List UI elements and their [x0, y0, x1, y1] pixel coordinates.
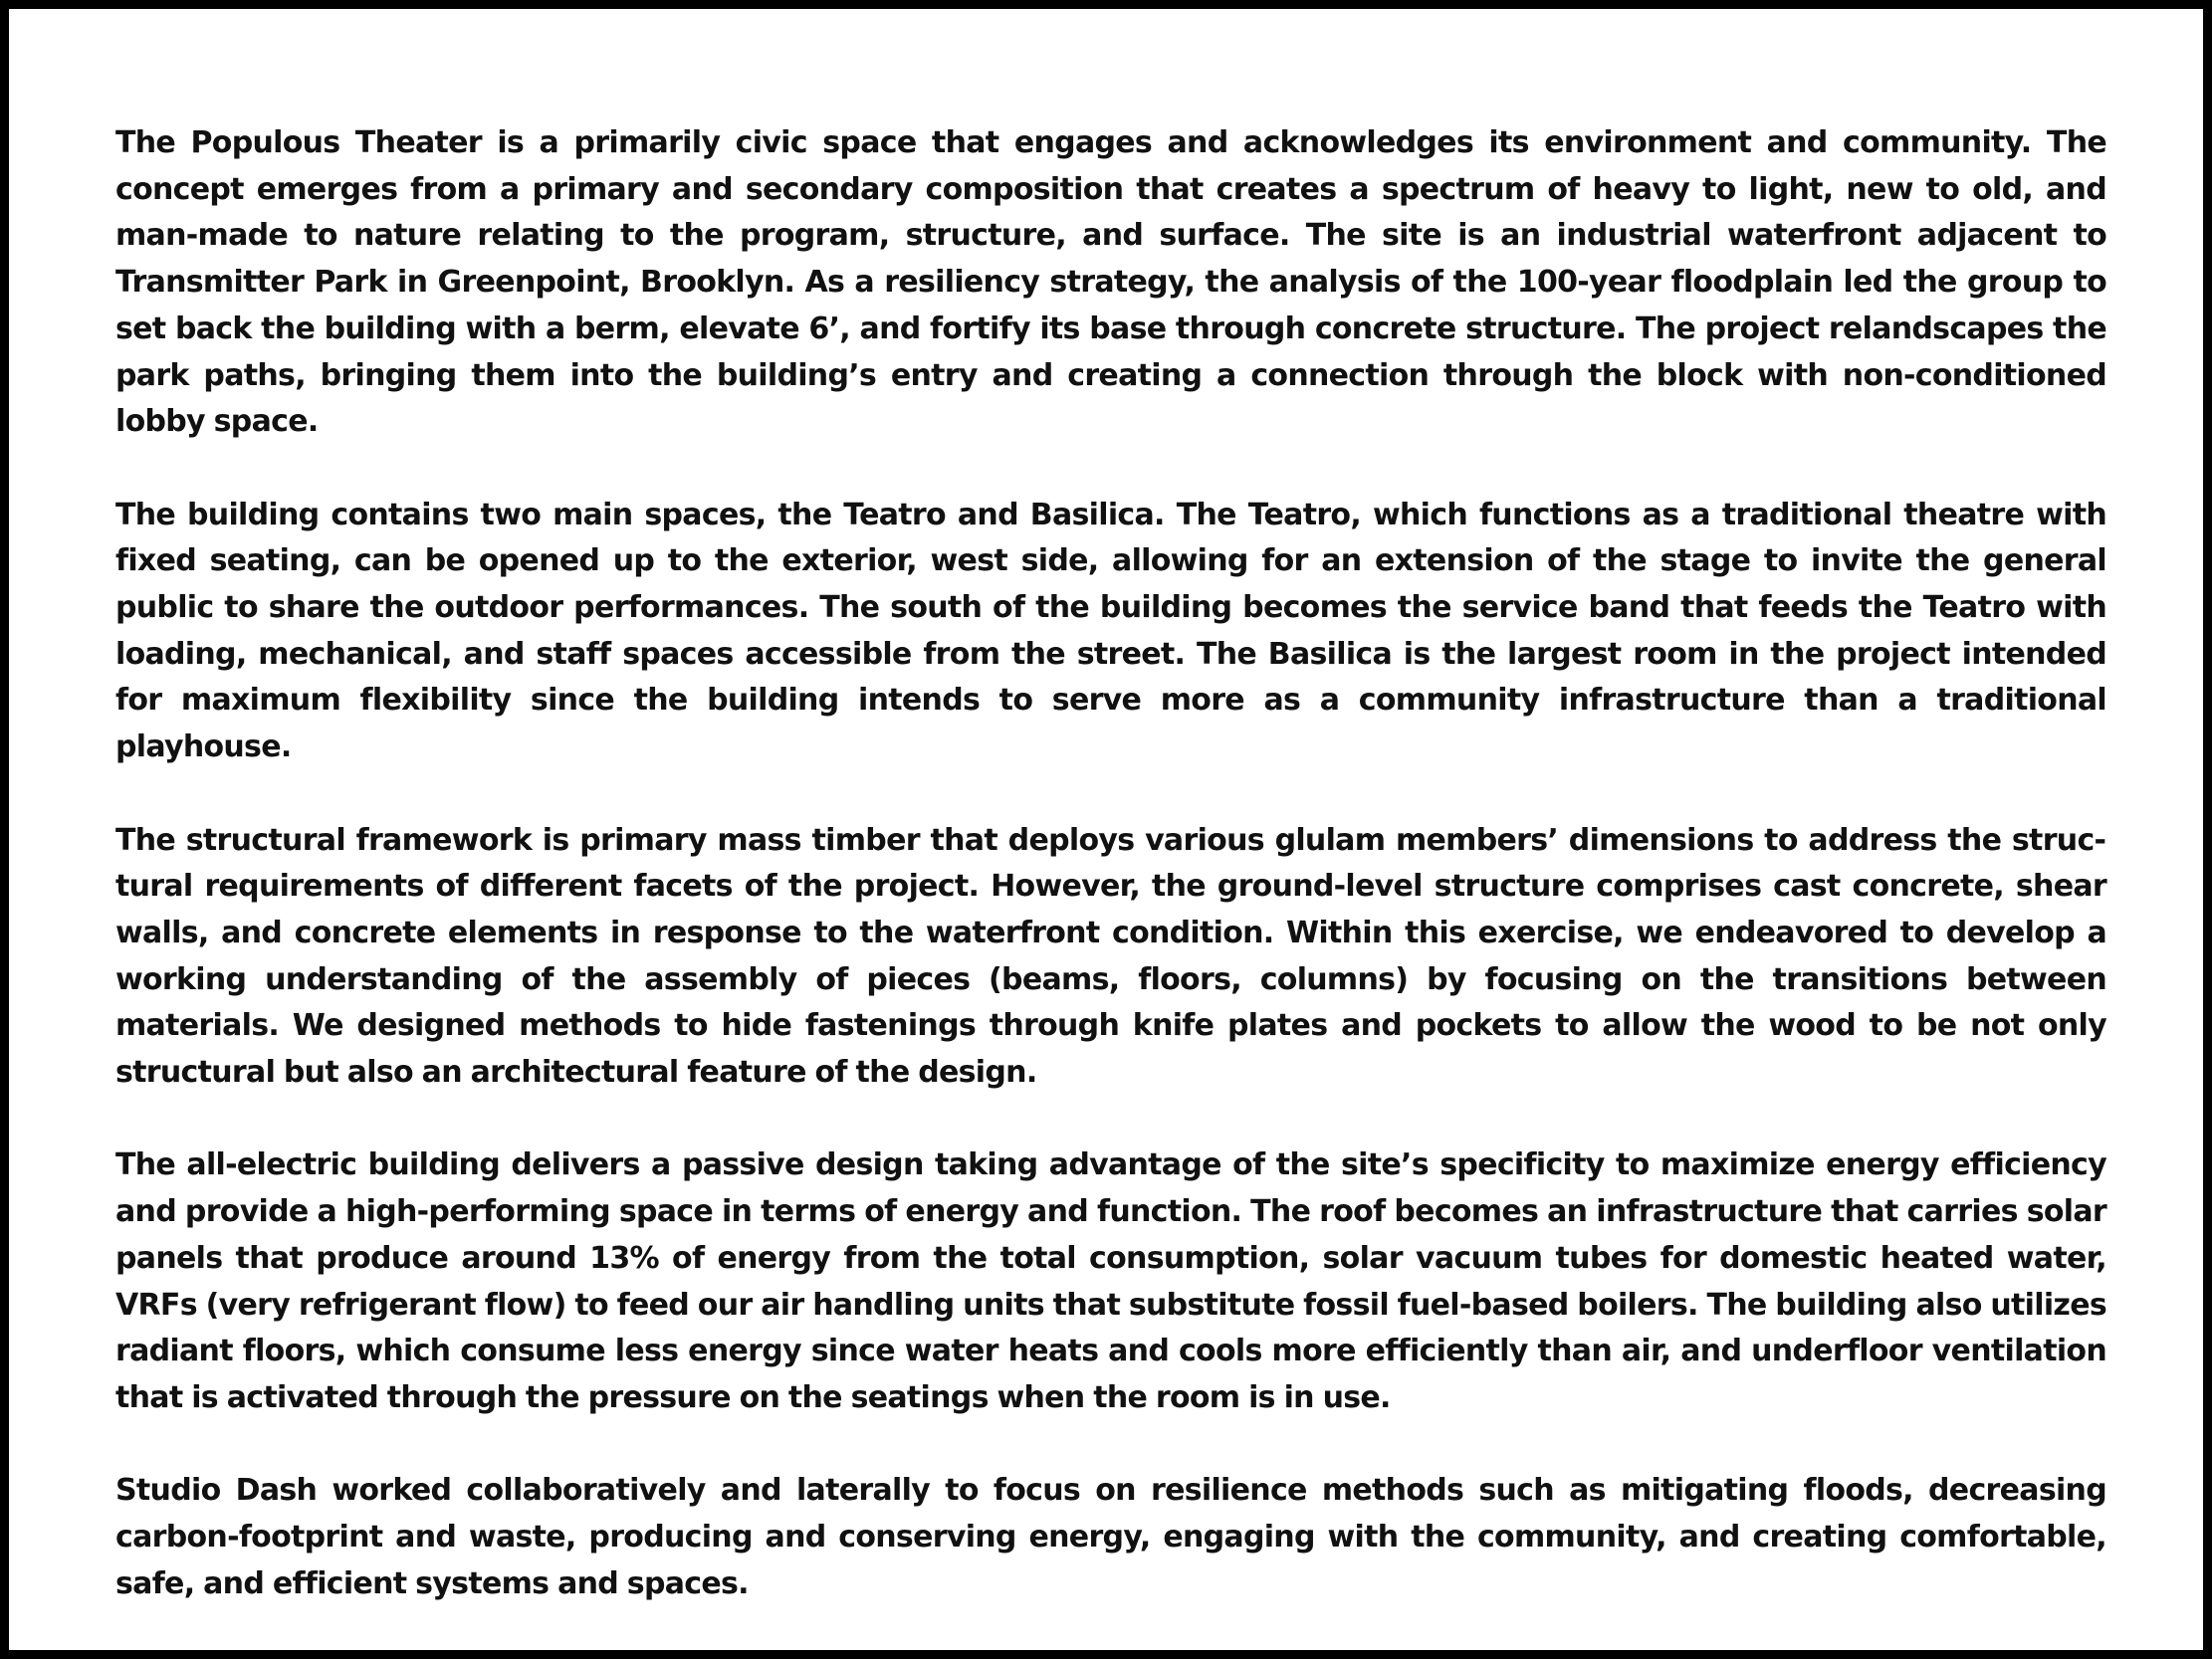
document-body — [115, 120, 2106, 1607]
paragraph-main-spaces: The building contains two main spaces, the Teatro and Basilica. The Teatro, which functions as a traditional theatre with fixed seating, can be opened up to the exterior, west side, allowing for an extension of the stage to invite the general public to share the outdoor performances. The south of the building becomes the service band that feeds the Teatro with loading, mechanical, and staff spaces accessible from the street. The Basilica is the largest room in the project intended for maximum flexibility since the building intends to serve more as a community infrastructure than a traditional playhouse. — [115, 497, 2106, 765]
paragraph-studio-summary: Studio Dash worked collaboratively and laterally to focus on resilience methods such as mitigating floods, decreasing carbon-footprint and waste, producing and conserving energy, engaging with the community, and creating comfortable, safe, and efficient systems and spaces. — [115, 1473, 2106, 1601]
paragraph-site-concept: The Populous Theater is a primarily civic space that engages and acknowledges its environment and community. The concept emerges from a primary and secondary composition that creates a spectrum of heavy to light, new to old, and man-made to nature relating to the program, structure, and surface. The site is an industrial waterfront adjacent to Transmitter Park in Greenpoint, Brooklyn. As a resiliency strategy, the analysis of the 100-year floodplain led the group to set back the building with a berm, elevate 6’, and fortify its base through concrete structure. The project relandscapes the park paths, bringing them into the building’s entry and creating a connection through the block with non-conditioned lobby space. — [115, 125, 2106, 440]
paragraph-energy: The all-electric building delivers a passive design taking advantage of the site’s specificity to maximize energy efficiency and provide a high-performing space in terms of energy and function. The roof becomes an infrastructure that carries solar panels that produce around 13% of energy from the total consumption, solar vacuum tubes for domestic heated water, VRFs (very refrigerant flow) to feed our air handling units that substitute fossil fuel-based boilers. The building also utilizes radiant floors, which consume less energy since water heats and cools more efficiently than air, and underfloor ventilation that is activated through the pressure on the seatings when the room is in use. — [115, 1147, 2106, 1415]
paragraph-structure: The structural framework is primary mass timber that deploys various glulam members’ dimensions to address the structural requirements of different facets of the project. However, the ground-level structure comprises cast concrete, shear walls, and concrete elements in response to the waterfront condition. Within this exercise, we endeavored to develop a working understanding of the assembly of pieces (beams, floors, columns) by focusing on the transitions between materials. We designed methods to hide fastenings through knife plates and pockets to allow the wood to be not only structural but also an architectural feature of the design. — [115, 822, 2106, 1091]
